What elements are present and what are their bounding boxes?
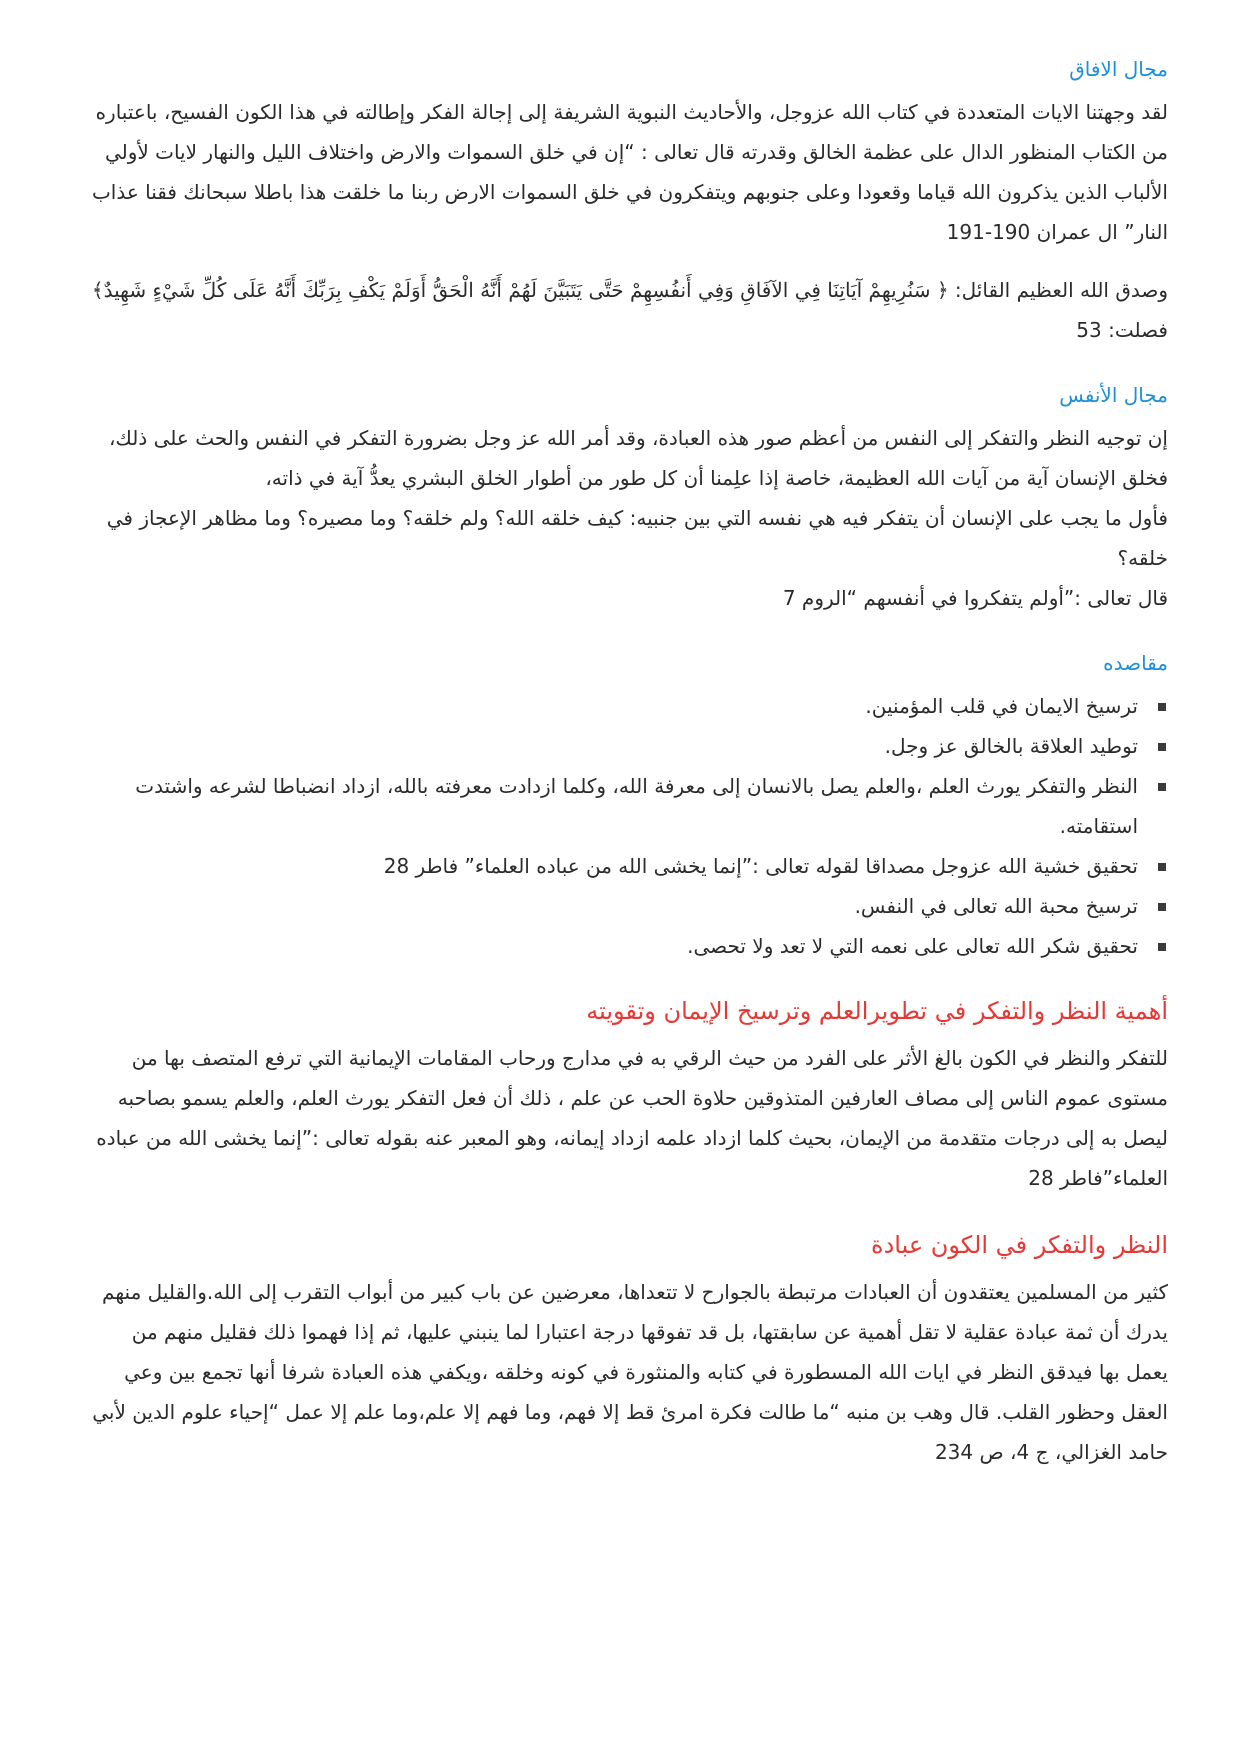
quran-verse: ﴿ سَنُرِيهِمْ آيَاتِنَا فِي الآفَاقِ وَفِي أَنفُسِهِمْ حَتَّى يَتَبَيَّنَ لَهُمْ أَنَّهُ الْحَقُّ أَوَلَمْ يَكْفِ بِرَبِّكَ أَنَّهُ عَلَى كُلِّ شَيْءٍ شَهِيدٌ﴾ <box>91 278 949 302</box>
list-item: توطيد العلاقة بالخالق عز وجل. <box>86 726 1138 766</box>
list-item: ترسيخ الايمان في قلب المؤمنين. <box>86 686 1138 726</box>
square-bullet-icon <box>1158 703 1166 711</box>
section-heading-horizons: مجال الافاق <box>1069 57 1168 81</box>
paragraph-worship: كثير من المسلمين يعتقدون أن العبادات مرتبطة بالجوارح لا تتعداها، معرضين عن باب كبير من أبواب التقرب إلى الله.والقليل منهم يدرك أن ثمة عبادة عقلية لا تقل أهمية عن سابقتها، بل قد تفوقها درجة اعتبارا لما ينبني عليها، ثم إذا فهموا ذلك فقليل منهم من يعمل بها فيدقق النظر في ايات الله المسطورة في كتابه والمنثورة في كونه وخلقه ،ويكفي هذه العبادة شرفا أنها تجمع بين وعي العقل وحظور القلب. قال وهب بن منبه “ما طالت فكرة امرئ قط إلا فهم، وما فهم إلا علم،وما علم إلا عمل “إحياء علوم الدين لأبي حامد الغزالي، ج 4، ص 234 <box>92 1280 1168 1464</box>
square-bullet-icon <box>1158 863 1166 871</box>
square-bullet-icon <box>1158 943 1166 951</box>
quote-intro: وصدق الله العظيم القائل: <box>948 278 1168 302</box>
paragraph-souls-2: فأول ما يجب على الإنسان أن يتفكر فيه هي نفسه التي بين جنبيه: كيف خلقه الله؟ ولم خلقه؟ وما مصيره؟ وما مظاهر الإعجاز في خلقه؟ <box>106 506 1168 570</box>
section-horizons <box>86 54 1168 350</box>
paragraph-souls-3: قال تعالى :”أولم يتفكروا في أنفسهم “الروم 7 <box>782 586 1168 610</box>
list-item: النظر والتفكر يورث العلم ،والعلم يصل بالانسان إلى معرفة الله، وكلما ازدادت معرفته بالله، ازداد انضباطا لشرعه واشتدت استقامته. <box>86 766 1138 846</box>
section-importance <box>86 994 1168 1198</box>
list-item: تحقيق خشية الله عزوجل مصداقا لقوله تعالى :”إنما يخشى الله من عباده العلماء” فاطر 28 <box>86 846 1138 886</box>
quran-quote-paragraph <box>86 270 1168 350</box>
section-souls <box>86 380 1168 618</box>
section-heading-worship: النظر والتفكر في الكون عبادة <box>871 1231 1168 1259</box>
section-worship <box>86 1228 1168 1472</box>
section-purposes <box>86 648 1168 966</box>
list-item: تحقيق شكر الله تعالى على نعمه التي لا تعد ولا تحصى. <box>86 926 1138 966</box>
purposes-list <box>86 686 1168 966</box>
section-heading-souls: مجال الأنفس <box>1059 383 1168 407</box>
square-bullet-icon <box>1158 783 1166 791</box>
list-item: ترسيخ محبة الله تعالى في النفس. <box>86 886 1138 926</box>
section-heading-importance: أهمية النظر والتفكر في تطويرالعلم وترسيخ الإيمان وتقويته <box>586 997 1168 1025</box>
paragraph-souls-1: إن توجيه النظر والتفكر إلى النفس من أعظم صور هذه العبادة، وقد أمر الله عز وجل بضرورة التفكر في النفس والحث على ذلك، فخلق الإنسان آية من آيات الله العظيمة، خاصة إذا علِمنا أن كل طور من أطوار الخلق البشري يعدُّ آية في ذاته، <box>108 426 1168 490</box>
section-heading-purposes: مقاصده <box>1103 651 1168 675</box>
quote-reference: فصلت: 53 <box>1076 318 1168 342</box>
paragraph-horizons: لقد وجهتنا الايات المتعددة في كتاب الله عزوجل، والأحاديث النبوية الشريفة إلى إجالة الفكر وإطالته في هذا الكون الفسيح، باعتباره من الكتاب المنظور الدال على عظمة الخالق وقدرته قال تعالى : “إن في خلق السموات والارض واختلاف الليل والنهار لايات لأولي الألباب الذين يذكرون الله قياما وقعودا وعلى جنوبهم ويتفكرون في خلق السموات الارض ربنا ما خلقت هذا باطلا سبحانك فقنا عذاب النار” ال عمران 190-191 <box>91 100 1168 244</box>
square-bullet-icon <box>1158 743 1166 751</box>
square-bullet-icon <box>1158 903 1166 911</box>
paragraph-importance: للتفكر والنظر في الكون بالغ الأثر على الفرد من حيث الرقي به في مدارج ورحاب المقامات الإيمانية التي ترفع المتصف بها من مستوى عموم الناس إلى مصاف العارفين المتذوقين حلاوة الحب عن علم ، ذلك أن فعل التفكر يورث العلم، والعلم يسمو بصاحبه ليصل به إلى درجات متقدمة من الإيمان، بحيث كلما ازداد علمه ازداد إيمانه، وهو المعبر عنه بقوله تعالى :”إنما يخشى الله من عباده العلماء”فاطر 28 <box>96 1046 1168 1190</box>
